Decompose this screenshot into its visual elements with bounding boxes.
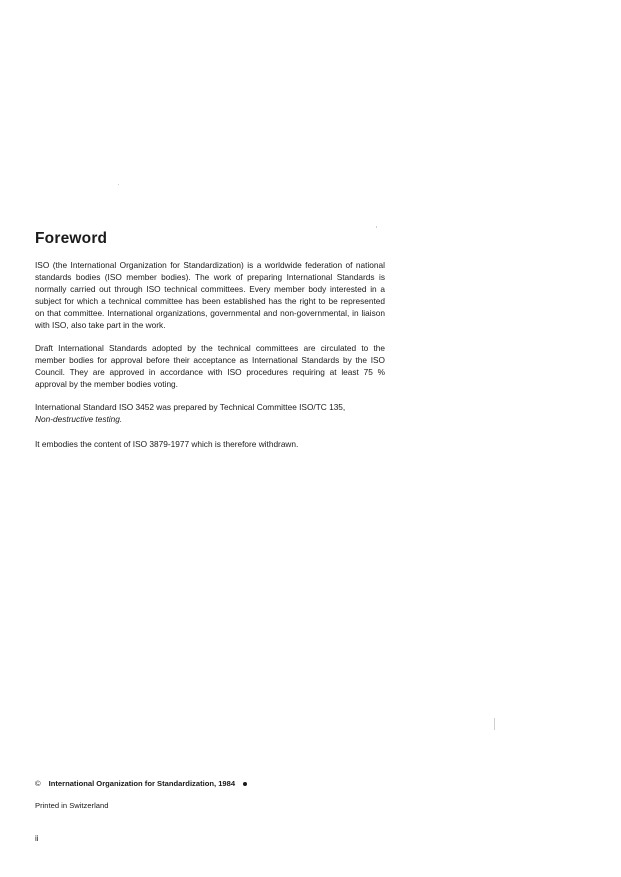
page-number: ii — [35, 834, 39, 843]
foreword-paragraph-iso: ISO (the International Organization for Standardization) is a worldwide federation of national standards bodies (ISO member bodies). The work of preparing International Standards is normally carried out through ISO technical committees. Every member body interested in a subject for which a technical committee has been established has the right to be represented on that committee. International organizations, governmental and non-governmental, in liaison with ISO, also take part in the work. — [35, 260, 385, 330]
printed-in-line: Printed in Switzerland — [35, 801, 109, 810]
preparation-text: International Standard ISO 3452 was prepared by Technical Committee ISO/TC 135, — [35, 402, 346, 412]
bullet-icon — [243, 782, 247, 786]
scan-speck — [494, 718, 495, 730]
foreword-paragraph-preparation — [35, 401, 385, 425]
foreword-paragraph-drafts: Draft International Standards adopted by the technical committees are circulated to the member bodies for approval before their acceptance as International Standards by the ISO Council. They are approved in accordance with ISO procedures requiring at least 75 % approval by the member bodies voting. — [35, 343, 385, 389]
scan-speck — [376, 226, 377, 228]
copyright-line — [35, 779, 247, 788]
copyright-symbol: © — [35, 779, 41, 788]
foreword-heading: Foreword — [35, 230, 108, 247]
copyright-text: International Organization for Standardization, 1984 — [48, 779, 236, 788]
foreword-paragraph-withdrawn: It embodies the content of ISO 3879-1977 which is therefore withdrawn. — [35, 439, 299, 449]
scan-speck — [118, 184, 119, 185]
committee-title: Non-destructive testing. — [35, 414, 123, 424]
